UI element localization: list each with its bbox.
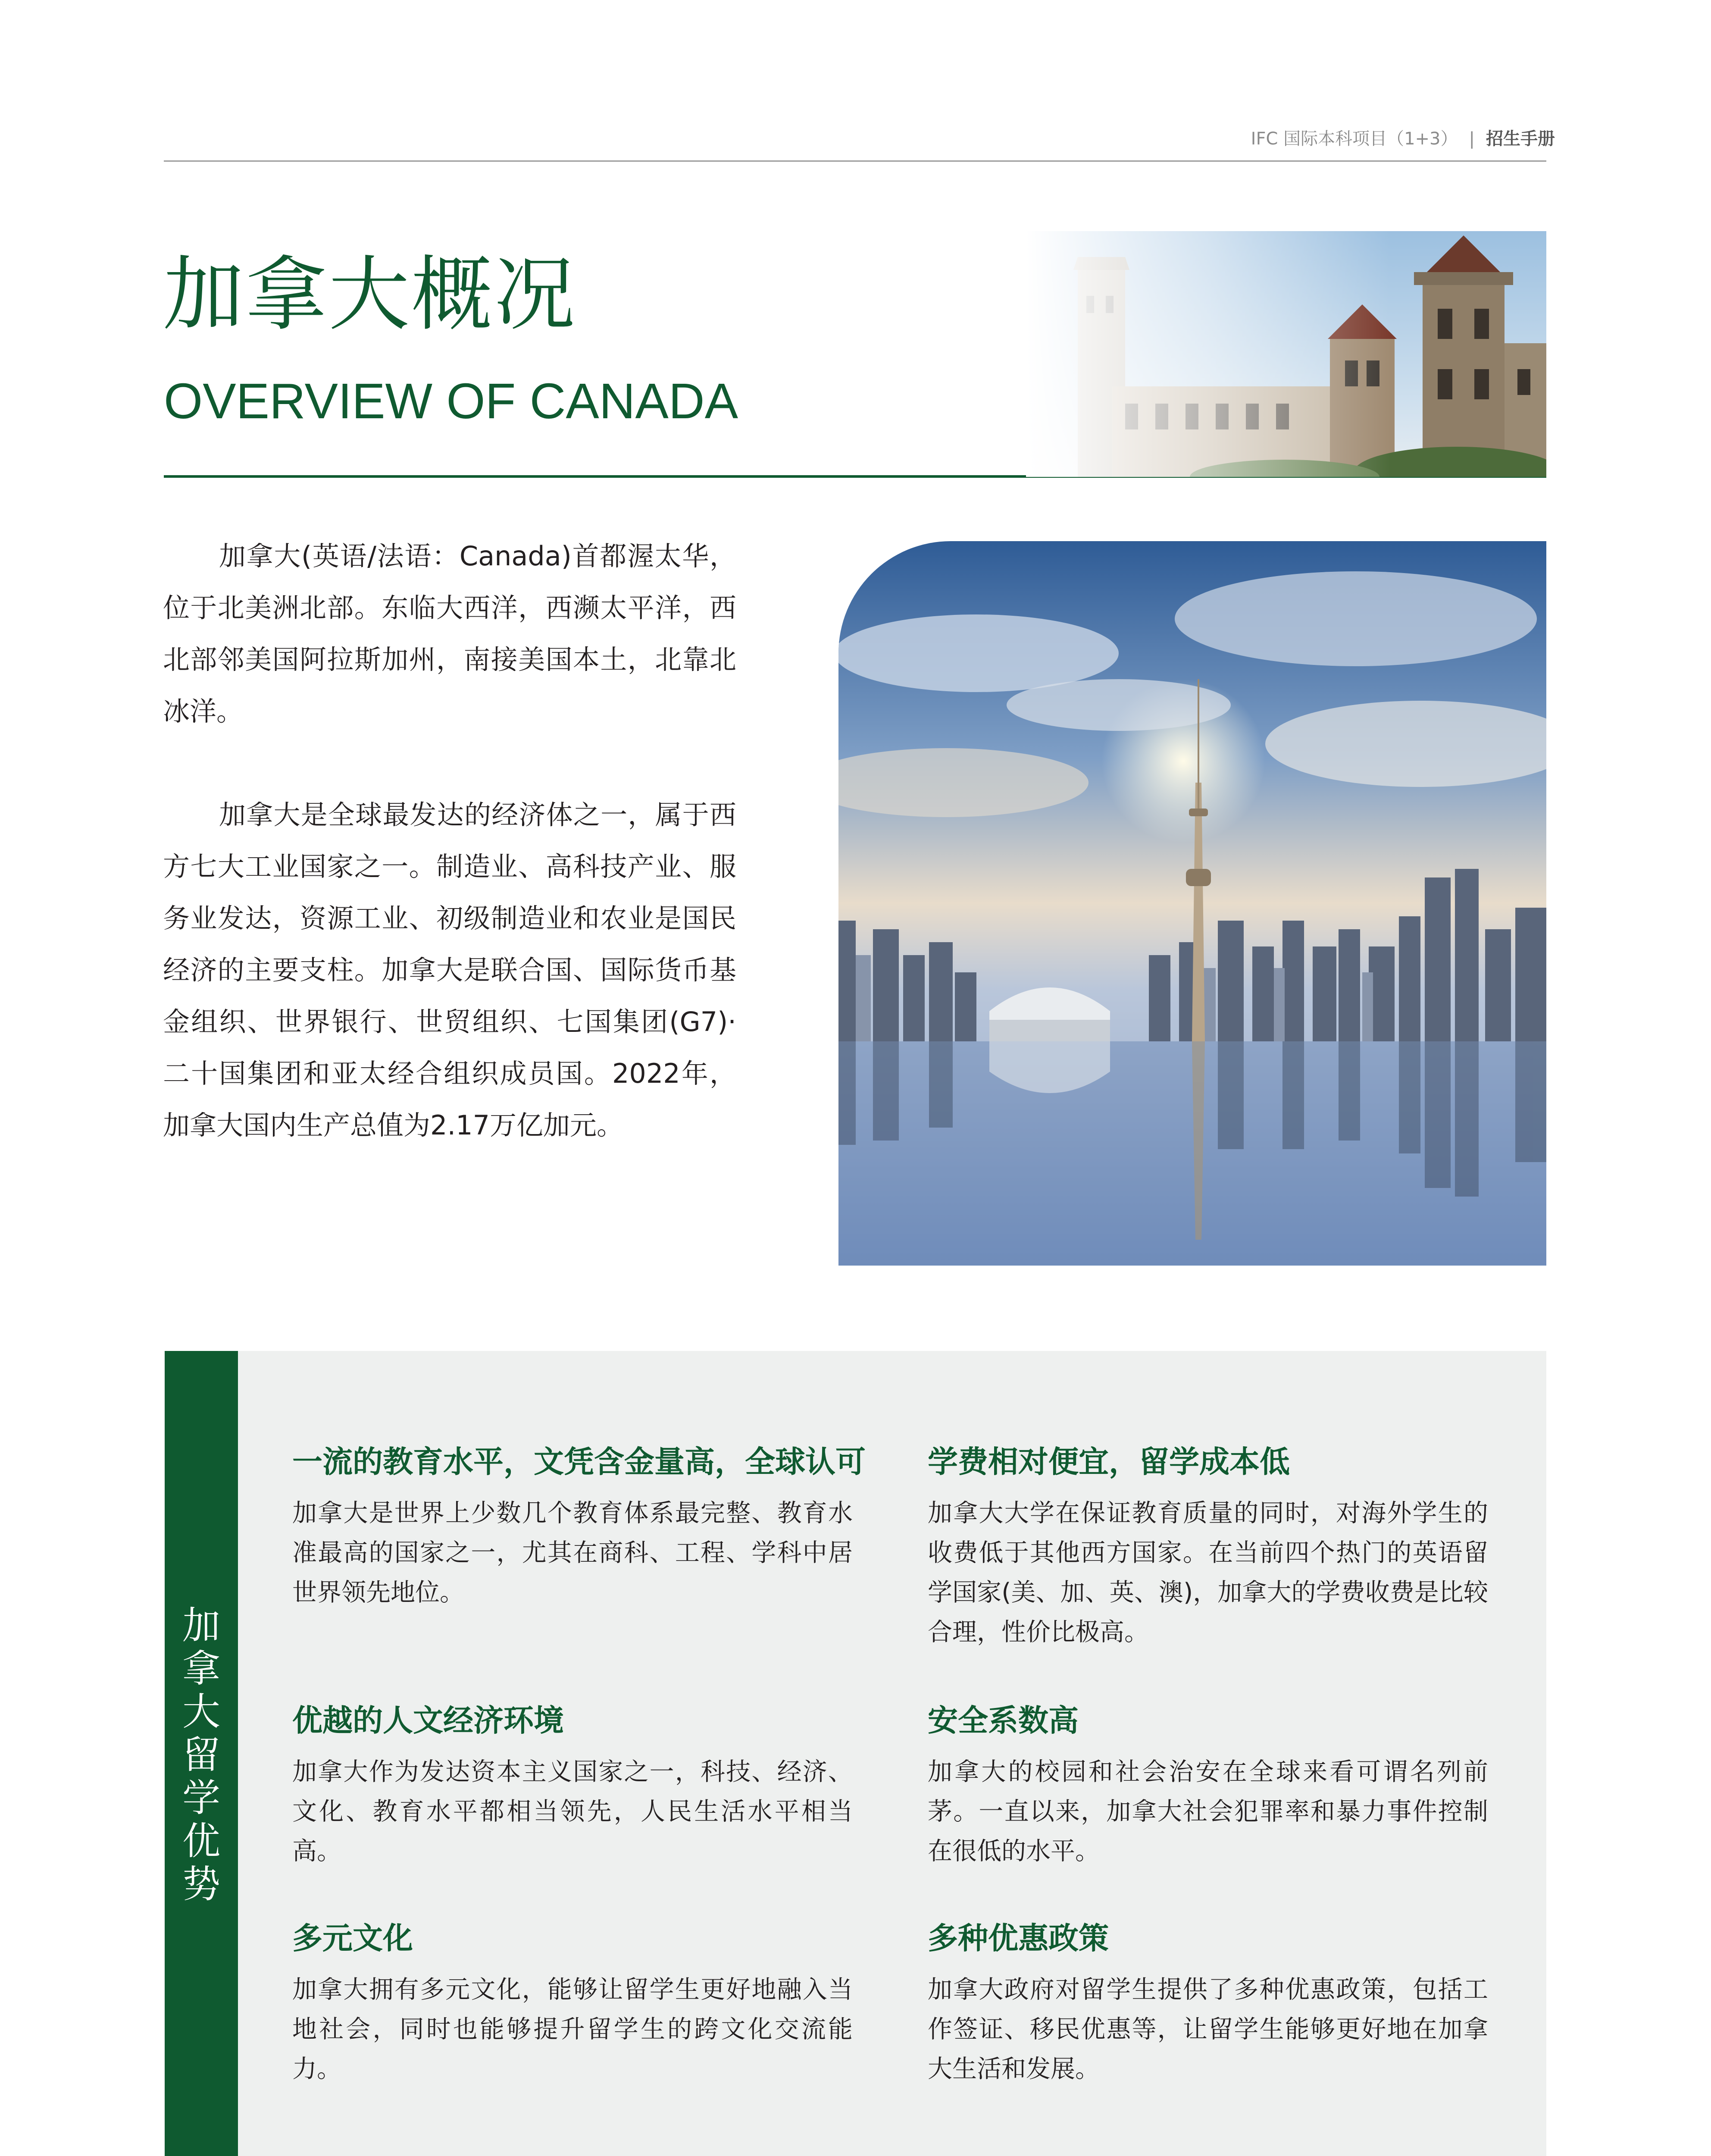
header-program: IFC 国际本科项目（1+3） — [1251, 129, 1458, 149]
advantage-item — [928, 1701, 1488, 1871]
toronto-skyline-photo — [838, 541, 1546, 1266]
advantage-body: 加拿大作为发达资本主义国家之一，科技、经济、文化、教育水平都相当领先，人民生活水平相当高。 — [292, 1758, 853, 1865]
running-header — [1251, 125, 1555, 150]
advantage-title: 多元文化 — [292, 1921, 413, 1956]
advantage-title: 学费相对便宜，留学成本低 — [928, 1444, 1290, 1479]
intro-text — [163, 530, 736, 1151]
advantage-item — [292, 1701, 853, 1871]
header-divider — [164, 160, 1546, 162]
header-separator: | — [1469, 129, 1475, 149]
advantage-title: 安全系数高 — [928, 1703, 1079, 1738]
intro-paragraph-2: 加拿大是全球最发达的经济体之一，属于西方七大工业国家之一。制造业、高科技产业、服务业发达，资源工业、初级制造业和农业是国民经济的主要支柱。加拿大是联合国、国际货币基金组织、世界银行、世贸组织、七国集团(G7)·二十国集团和亚太经合组织成员国。2022年，加拿大国内生产总值为2.17万亿加元。 — [163, 799, 736, 1141]
advantage-item — [928, 1919, 1488, 2089]
advantage-title: 一流的教育水平，文凭含金量高，全球认可 — [292, 1444, 866, 1479]
page-title-en: OVERVIEW OF CANADA — [164, 373, 738, 429]
advantage-body: 加拿大的校园和社会治安在全球来看可谓名列前茅。一直以来，加拿大社会犯罪率和暴力事件控制在很低的水平。 — [928, 1758, 1488, 1865]
advantage-title: 优越的人文经济环境 — [292, 1703, 564, 1738]
castle-photo — [1026, 231, 1546, 477]
advantage-title: 多种优惠政策 — [928, 1921, 1109, 1956]
advantage-body: 加拿大拥有多元文化，能够让留学生更好地融入当地社会，同时也能够提升留学生的跨文化交流能力。 — [292, 1975, 853, 2083]
advantage-item — [292, 1442, 866, 1612]
advantage-body: 加拿大大学在保证教育质量的同时，对海外学生的收费低于其他西方国家。在当前四个热门的英语留学国家(美、加、英、澳)，加拿大的学费收费是比较合理，性价比极高。 — [928, 1499, 1488, 1646]
advantage-body: 加拿大是世界上少数几个教育体系最完整、教育水准最高的国家之一，尤其在商科、工程、学科中居世界领先地位。 — [292, 1499, 853, 1607]
page-title-cn: 加拿大概况 — [163, 248, 577, 342]
advantage-item — [928, 1442, 1488, 1652]
advantages-section-title: 加拿大留学优势 — [182, 1603, 220, 1906]
intro-paragraph-1: 加拿大(英语/法语：Canada)首都渥太华，位于北美洲北部。东临大西洋，西濒太平洋，西北部邻美国阿拉斯加州，南接美国本土，北靠北冰洋。 — [163, 540, 736, 727]
advantage-item — [292, 1919, 853, 2089]
advantage-body: 加拿大政府对留学生提供了多种优惠政策，包括工作签证、移民优惠等，让留学生能够更好地在加拿大生活和发展。 — [928, 1975, 1488, 2083]
header-handbook: 招生手册 — [1486, 129, 1555, 149]
